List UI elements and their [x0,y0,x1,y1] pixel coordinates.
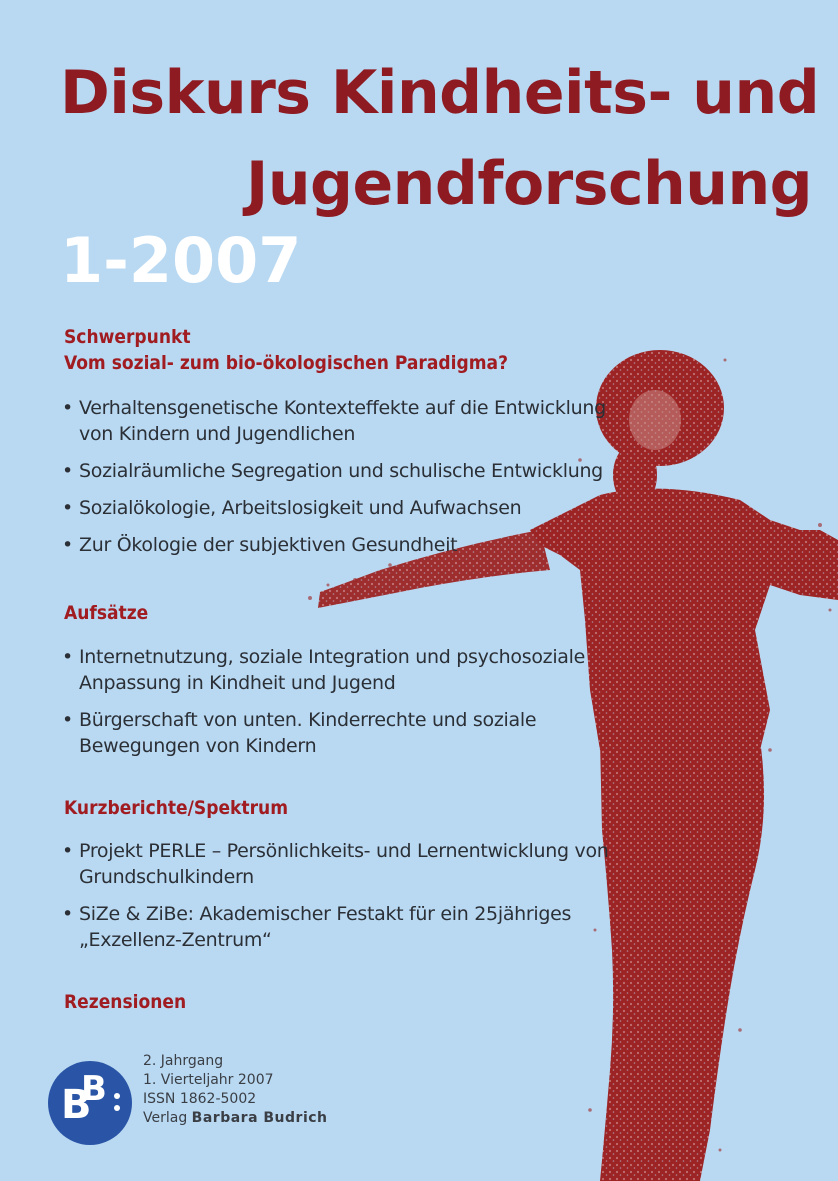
journal-title-line-2: Jugendforschung [246,149,813,219]
bullet-icon: • [62,646,73,668]
section-heading-kurzberichte: Kurzberichte/Spektrum [64,797,289,819]
logo-letter-2: B [81,1069,107,1109]
section-heading-aufsaetze: Aufsätze [64,602,149,624]
section-heading-schwerpunkt: Schwerpunkt [64,326,191,348]
bullet-icon: • [62,709,73,731]
publisher-logo [47,1060,133,1146]
bullet-icon: • [62,397,73,419]
aufsaetze-list [62,644,622,770]
bullet-icon: • [62,840,73,862]
section-heading-rezensionen: Rezensionen [64,991,187,1013]
bullet-icon: • [62,460,73,482]
list-item: • Sozialökologie, Arbeitslosigkeit und Aufwachsen [62,497,522,519]
bullet-icon: • [62,534,73,556]
journal-title-line-1: Diskurs Kindheits- und [60,58,820,128]
list-item: • Sozialräumliche Segregation und schulische Entwicklung [62,460,603,482]
list-item: • Projekt PERLE – Persönlichkeits- und Lernentwicklung von Grundschulkindern [62,840,609,888]
list-item: • Zur Ökologie der subjektiven Gesundheit [62,534,458,556]
logo-letter-1: B [61,1082,92,1128]
jahrgang-text: 2. Jahrgang [143,1053,224,1069]
bullet-icon: • [62,903,73,925]
list-item: • Internetnutzung, soziale Integration und psychosoziale Anpassung in Kindheit und Jugend [62,646,586,694]
publisher-name: Verlag Barbara Budrich [143,1110,328,1126]
list-item: • Verhaltensgenetische Kontexteffekte auf die Entwicklung von Kindern und Jugendlichen [62,397,606,445]
schwerpunkt-list [62,395,622,569]
kurzberichte-list [62,838,622,964]
publication-info [143,1052,328,1128]
bullet-icon: • [62,497,73,519]
issn-text: ISSN 1862-5002 [143,1091,257,1107]
list-item: • Bürgerschaft von unten. Kinderrechte und soziale Bewegungen von Kindern [62,709,537,757]
list-item: • SiZe & ZiBe: Akademischer Festakt für ein 25jähriges „Exzellenz-Zentrum“ [62,903,572,951]
section-subheading-schwerpunkt: Vom sozial- zum bio-ökologischen Paradigma? [64,352,508,374]
quarter-text: 1. Vierteljahr 2007 [143,1072,274,1088]
issue-number: 1-2007 [60,224,302,297]
